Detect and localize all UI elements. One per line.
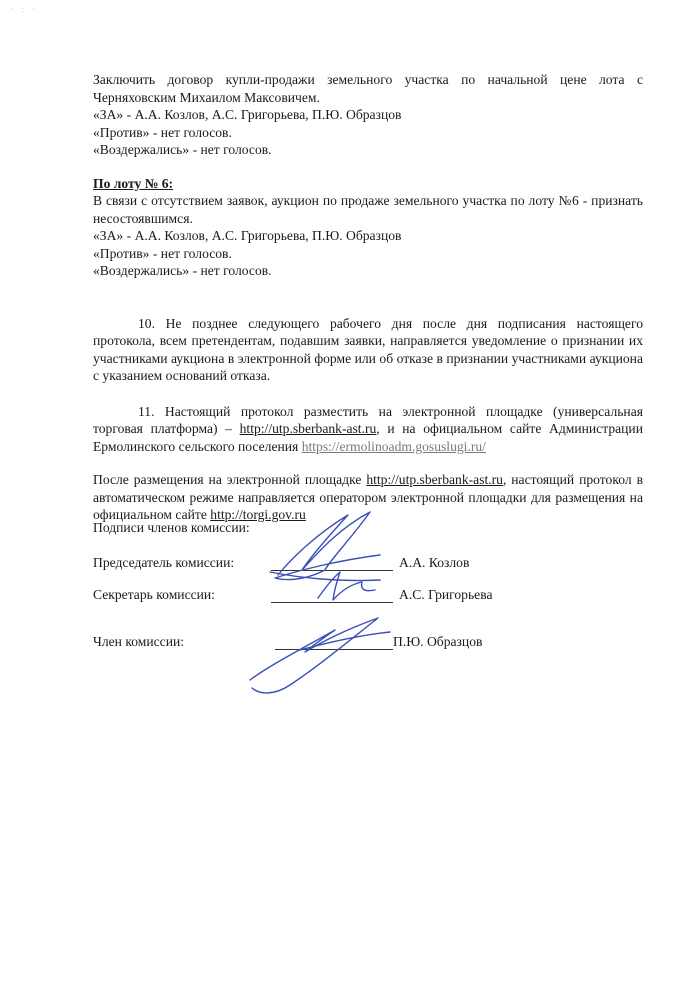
- lot6-vote-abstain: «Воздержались» - нет голосов.: [93, 263, 272, 278]
- after-posting-paragraph: После размещения на электронной площадке http://utp.sberbank-ast.ru, настоящий протокол в автоматическом режиме направляется оператором электронной площадки для размещения на официальном сайте http://torgi.gov.ru: [93, 472, 643, 522]
- signature-line: [271, 587, 393, 603]
- signature-role: Председатель комиссии:: [93, 555, 235, 570]
- lot6-vote-against: «Против» - нет голосов.: [93, 245, 232, 261]
- document-body: [93, 71, 643, 524]
- scan-corner-mark: · : ·: [10, 4, 38, 14]
- lot5-vote-against: «Против» - нет голосов.: [93, 124, 232, 140]
- signature-name: А.А. Козлов: [399, 555, 470, 570]
- signature-block: [93, 520, 653, 720]
- signature-name: П.Ю. Образцов: [393, 634, 483, 649]
- signature-role: Секретарь комиссии:: [93, 587, 215, 602]
- sberbank-ast-link-2[interactable]: http://utp.sberbank-ast.ru: [366, 472, 503, 487]
- signatures-caption: Подписи членов комиссии:: [93, 520, 250, 535]
- clause-11: 11. Настоящий протокол разместить на электронной площадке (универсальная торговая платформа) – http://utp.sberbank-ast.ru, и на официальном сайте Администрации Ермолинского сельского поселения https://ermolinoadm.gosuslugi.ru/: [93, 403, 643, 454]
- clause-10: 10. Не позднее следующего рабочего дня после дня подписания настоящего протокола, всем претендентам, подавшим заявки, направляется уведомление о признании их участниками аукциона в электронной форме или об отказе в признании участниками аукциона с указанием оснований отказа.: [93, 315, 643, 383]
- signature-name: А.С. Григорьева: [399, 587, 493, 602]
- lot5-decision: Заключить договор купли-продажи земельного участка по начальной цене лота с Черняховским Михаилом Максовичем.: [93, 72, 643, 105]
- torgi-gov-link[interactable]: http://torgi.gov.ru: [210, 507, 306, 522]
- signature-line: [275, 634, 393, 650]
- signature-role: Член комиссии:: [93, 634, 185, 649]
- signature-row-member: [93, 634, 653, 654]
- lot6-heading: По лоту № 6:: [93, 175, 174, 191]
- sberbank-ast-link[interactable]: http://utp.sberbank-ast.ru: [239, 421, 377, 436]
- lot6-vote-for: «ЗА» - А.А. Козлов, А.С. Григорьева, П.Ю. Образцов: [93, 228, 402, 243]
- signature-row-chair: [93, 555, 653, 575]
- lot5-vote-abstain: «Воздержались» - нет голосов.: [93, 142, 272, 157]
- signature-line: [271, 555, 393, 571]
- lot5-vote-for: «ЗА» - А.А. Козлов, А.С. Григорьева, П.Ю. Образцов: [93, 107, 402, 122]
- signature-row-secretary: [93, 587, 653, 607]
- lot6-decision: В связи с отсутствием заявок, аукцион по продаже земельного участка по лоту №6 - признать несостоявшимся.: [93, 193, 643, 226]
- ermolino-admin-link[interactable]: https://ermolinoadm.gosuslugi.ru/: [301, 438, 486, 454]
